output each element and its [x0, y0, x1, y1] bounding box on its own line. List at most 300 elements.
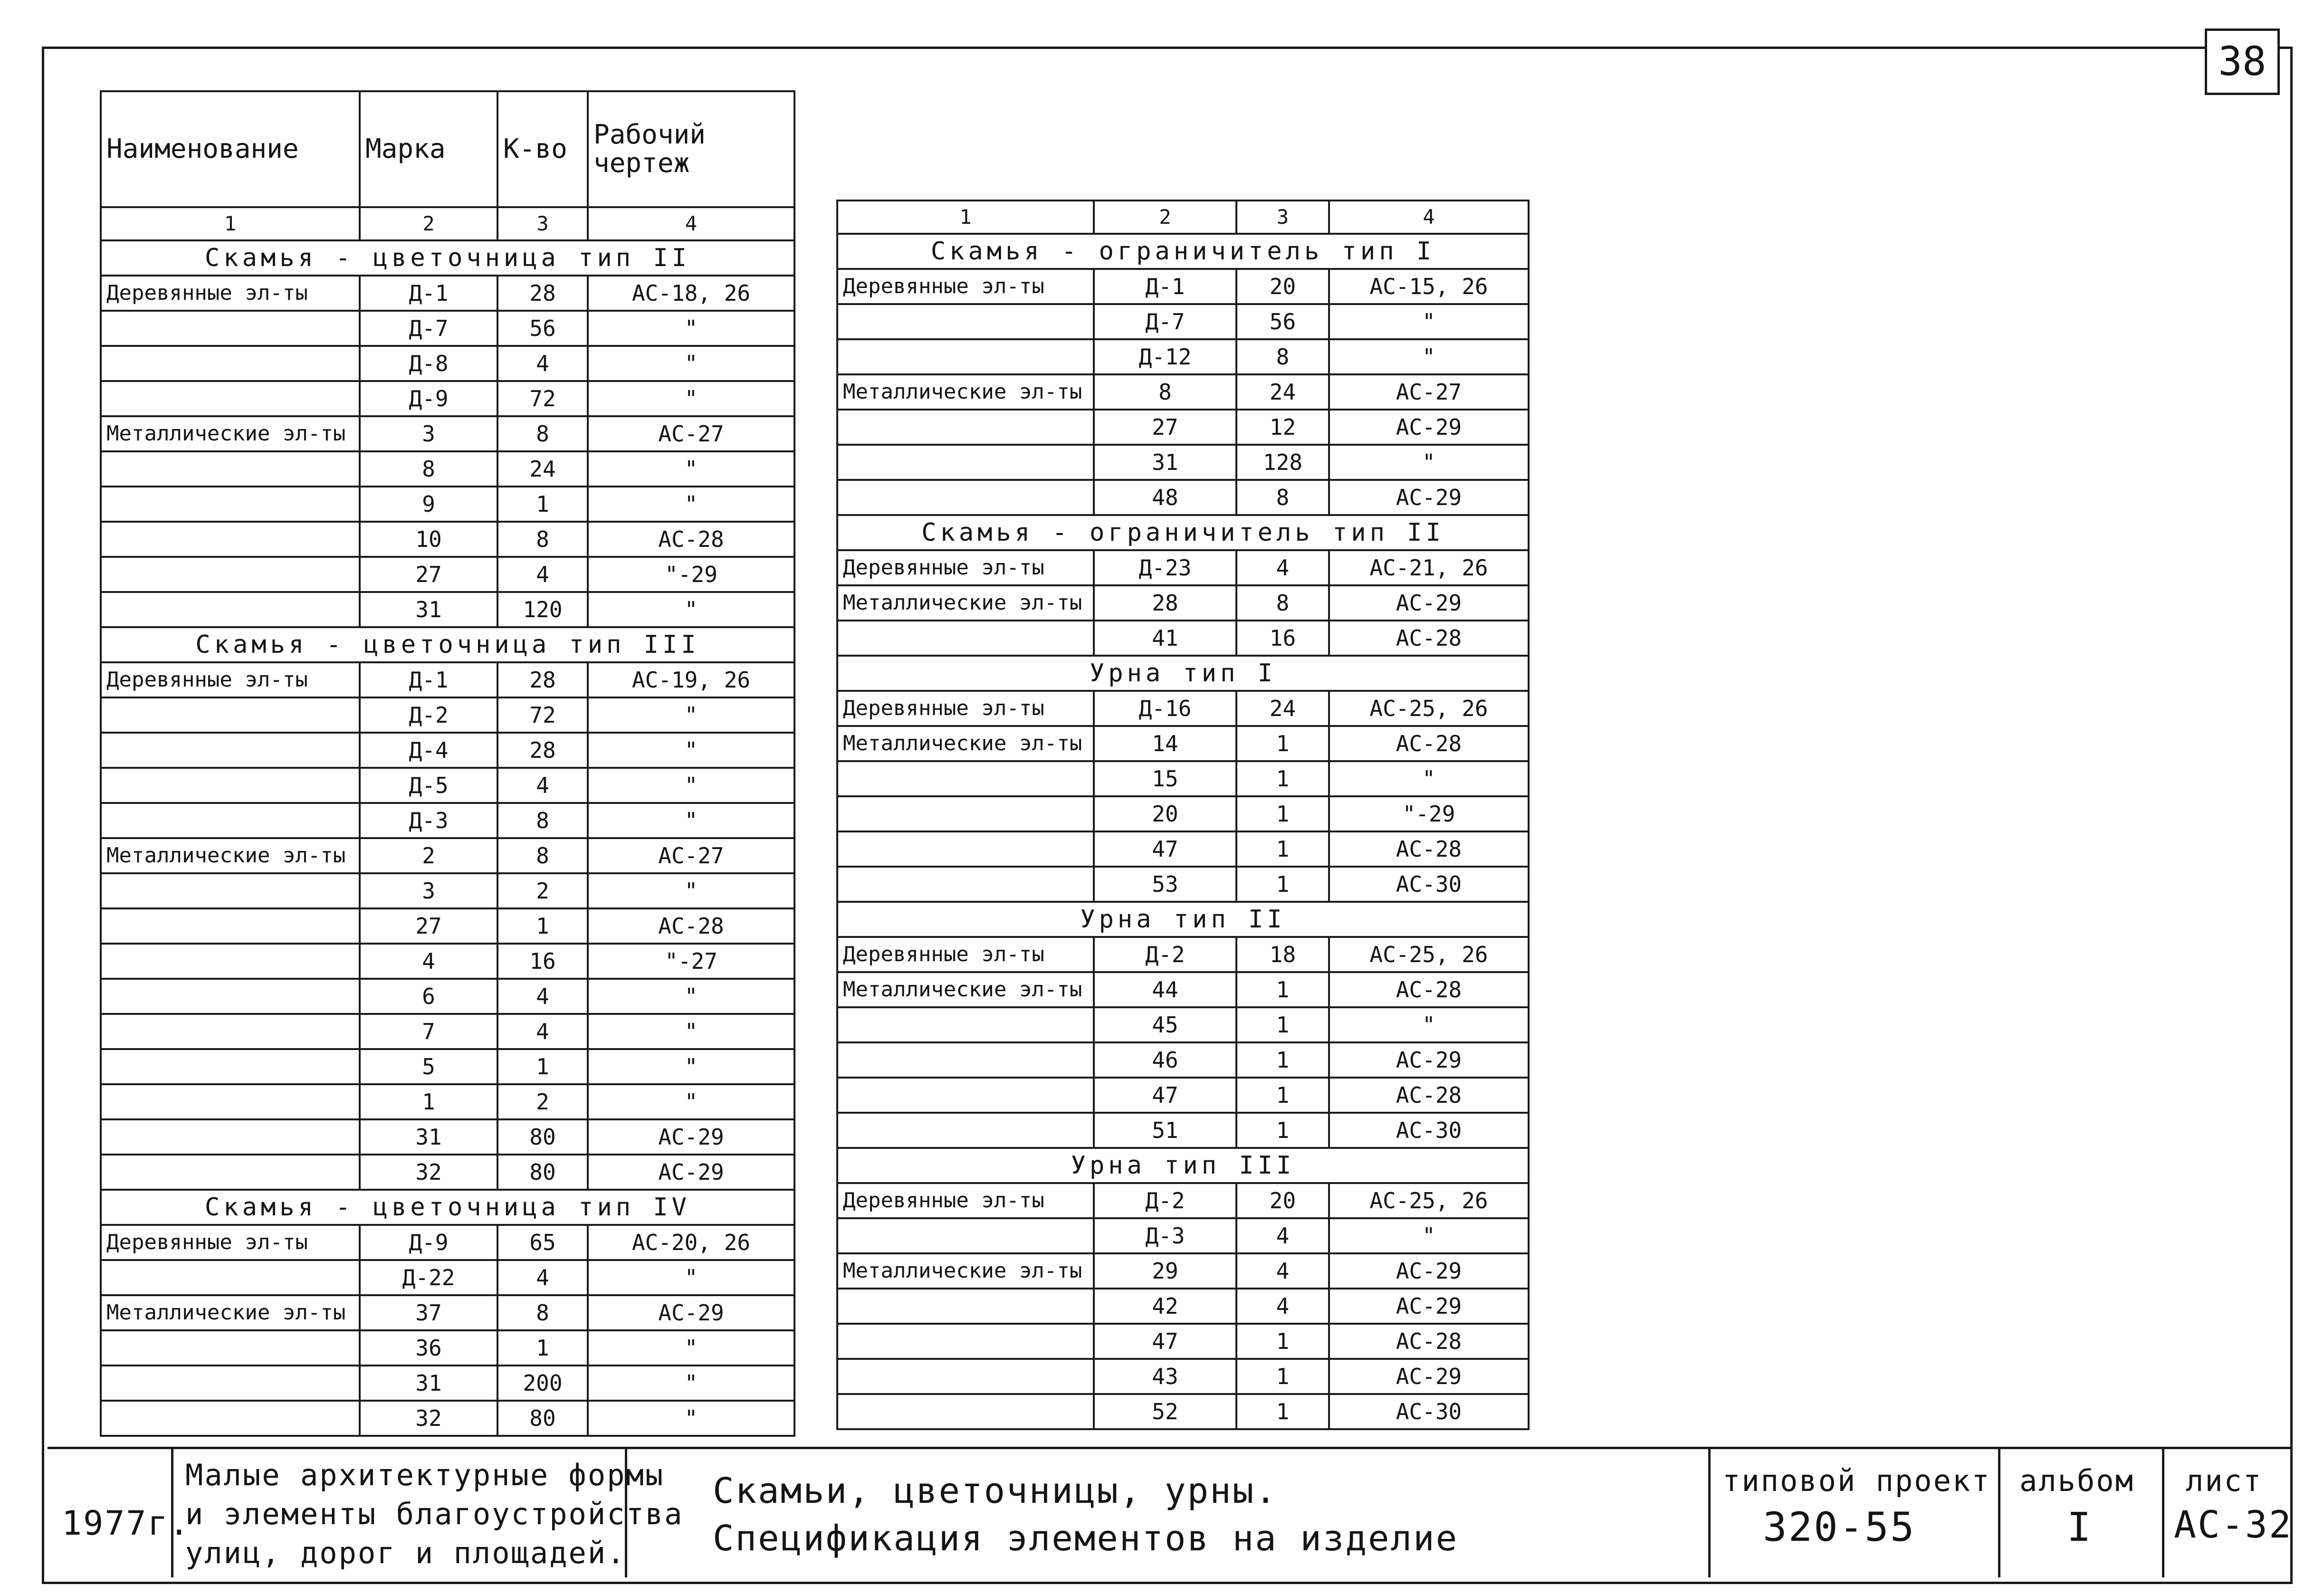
cell-qty: 1 [497, 1330, 588, 1366]
cell-name [101, 768, 360, 803]
cell-mark: 8 [360, 451, 497, 487]
cell-qty: 8 [497, 838, 588, 873]
cell-drawing: " [1329, 1007, 1529, 1042]
section-title: Скамья - цветочница тип II [101, 240, 794, 276]
cell-mark: 47 [1094, 831, 1236, 867]
cell-qty: 20 [1236, 269, 1329, 304]
cell-mark: 31 [1094, 445, 1236, 480]
cell-mark: Д-2 [1094, 937, 1236, 972]
cell-drawing: " [588, 311, 794, 346]
cell-qty: 18 [1236, 937, 1329, 972]
table-row [837, 339, 1529, 374]
colnum-4: 4 [1329, 201, 1529, 234]
cell-drawing: " [588, 1260, 794, 1295]
cell-qty: 1 [1236, 867, 1329, 902]
cell-mark: Д-7 [360, 311, 497, 346]
title-block-album-cell [2000, 1449, 2164, 1577]
cell-mark: Д-1 [360, 276, 497, 311]
cell-qty: 56 [497, 311, 588, 346]
title-block-org-cell [173, 1449, 684, 1577]
cell-drawing: АС-29 [588, 1119, 794, 1155]
cell-name [837, 1359, 1094, 1394]
header-row [101, 91, 794, 207]
table-row [101, 944, 794, 979]
cell-mark: 31 [360, 1119, 497, 1155]
header-qty: К-во [497, 91, 588, 207]
cell-drawing: АС-28 [1329, 1078, 1529, 1113]
cell-qty: 4 [497, 768, 588, 803]
cell-name [101, 873, 360, 908]
colnum-2: 2 [1094, 201, 1236, 234]
cell-qty: 1 [1236, 1324, 1329, 1359]
section-title-row [837, 902, 1529, 937]
cell-name [101, 908, 360, 944]
title-block-year-cell [48, 1449, 191, 1577]
section-title-row [837, 656, 1529, 691]
cell-mark: Д-7 [1094, 304, 1236, 339]
cell-name [837, 1394, 1094, 1429]
cell-name [101, 1155, 360, 1190]
cell-qty: 72 [497, 697, 588, 733]
cell-qty: 1 [1236, 1113, 1329, 1148]
table-row [101, 487, 794, 522]
cell-mark: Д-12 [1094, 339, 1236, 374]
cell-qty: 4 [1236, 1253, 1329, 1289]
cell-name: Металлические эл-ты [837, 1253, 1094, 1289]
cell-qty: 1 [1236, 1078, 1329, 1113]
table-row [837, 1324, 1529, 1359]
cell-mark: 3 [360, 873, 497, 908]
cell-name [837, 1078, 1094, 1113]
cell-name [101, 979, 360, 1014]
table-row [837, 304, 1529, 339]
cell-qty: 4 [497, 1014, 588, 1049]
cell-qty: 1 [1236, 726, 1329, 761]
cell-mark: Д-23 [1094, 550, 1236, 585]
cell-name [101, 944, 360, 979]
cell-drawing: АС-29 [1329, 1359, 1529, 1394]
title-block-sheet-cell [2164, 1449, 2293, 1577]
cell-drawing: " [588, 592, 794, 627]
cell-qty: 16 [497, 944, 588, 979]
colnum-4: 4 [588, 207, 794, 240]
cell-qty: 28 [497, 276, 588, 311]
cell-qty: 1 [1236, 831, 1329, 867]
table-row [101, 311, 794, 346]
cell-name: Металлические эл-ты [837, 374, 1094, 410]
org-line-3: улиц, дорог и площадей. [185, 1536, 626, 1570]
cell-qty: 12 [1236, 410, 1329, 445]
sheet-code: АС-32 [2174, 1504, 2293, 1547]
cell-qty: 4 [1236, 1218, 1329, 1253]
colnum-3: 3 [1236, 201, 1329, 234]
cell-drawing: АС-19, 26 [588, 662, 794, 697]
cell-name [837, 1113, 1094, 1148]
cell-qty: 1 [1236, 1007, 1329, 1042]
left-spec-table [100, 90, 795, 1437]
cell-name [101, 557, 360, 592]
cell-drawing: " [588, 1049, 794, 1084]
table-row [837, 1183, 1529, 1218]
cell-mark: 14 [1094, 726, 1236, 761]
table-row [837, 621, 1529, 656]
org-line-2: и элементы благоустройства [185, 1497, 684, 1531]
cell-qty: 28 [497, 662, 588, 697]
title-block [48, 1447, 2293, 1577]
cell-drawing: " [588, 1014, 794, 1049]
table-row [837, 1394, 1529, 1429]
sheet-number-box: 38 [2205, 29, 2280, 95]
cell-mark: 52 [1094, 1394, 1236, 1429]
cell-mark: Д-9 [360, 1225, 497, 1260]
table-row [837, 1289, 1529, 1324]
org-line-1: Малые архитектурные формы [185, 1458, 665, 1492]
table-row [101, 1295, 794, 1330]
cell-mark: Д-2 [360, 697, 497, 733]
cell-drawing: АС-28 [588, 908, 794, 944]
cell-name [837, 761, 1094, 796]
cell-drawing: " [588, 381, 794, 416]
section-title: Скамья - ограничитель тип II [837, 515, 1529, 550]
cell-qty: 1 [1236, 972, 1329, 1007]
cell-name [101, 1366, 360, 1401]
cell-qty: 4 [497, 346, 588, 381]
table-row [101, 1366, 794, 1401]
cell-qty: 4 [497, 979, 588, 1014]
table-row [101, 276, 794, 311]
table-row [837, 937, 1529, 972]
table-row [837, 1253, 1529, 1289]
cell-mark: 43 [1094, 1359, 1236, 1394]
cell-name [101, 1049, 360, 1084]
table-row [101, 1049, 794, 1084]
table-row [837, 831, 1529, 867]
cell-qty: 8 [497, 803, 588, 838]
cell-drawing: " [588, 873, 794, 908]
cell-qty: 80 [497, 1119, 588, 1155]
cell-mark: 47 [1094, 1078, 1236, 1113]
cell-mark: Д-3 [1094, 1218, 1236, 1253]
header-drawing: Рабочий чертеж [588, 91, 794, 207]
cell-qty: 16 [1236, 621, 1329, 656]
cell-drawing: АС-30 [1329, 1394, 1529, 1429]
cell-drawing: АС-18, 26 [588, 276, 794, 311]
cell-drawing: АС-28 [1329, 831, 1529, 867]
cell-mark: Д-4 [360, 733, 497, 768]
cell-name [837, 1007, 1094, 1042]
year: 1977г. [62, 1504, 191, 1543]
cell-mark: Д-1 [360, 662, 497, 697]
section-title-row [837, 1148, 1529, 1183]
cell-drawing: " [588, 487, 794, 522]
cell-drawing: АС-30 [1329, 1113, 1529, 1148]
table-row [101, 416, 794, 451]
cell-name [101, 1260, 360, 1295]
cell-name: Деревянные эл-ты [837, 691, 1094, 726]
cell-mark: 2 [360, 838, 497, 873]
cell-drawing: АС-28 [588, 522, 794, 557]
section-title: Скамья - ограничитель тип I [837, 234, 1529, 269]
cell-mark: Д-5 [360, 768, 497, 803]
cell-mark: 5 [360, 1049, 497, 1084]
table-row [837, 726, 1529, 761]
cell-name [101, 733, 360, 768]
cell-mark: 15 [1094, 761, 1236, 796]
cell-name [101, 697, 360, 733]
column-number-row [837, 201, 1529, 234]
cell-drawing: " [1329, 445, 1529, 480]
cell-name [837, 1324, 1094, 1359]
cell-qty: 20 [1236, 1183, 1329, 1218]
table-row [101, 1225, 794, 1260]
cell-mark: 27 [360, 557, 497, 592]
cell-drawing: " [1329, 1218, 1529, 1253]
cell-drawing: АС-29 [1329, 585, 1529, 621]
cell-mark: 36 [360, 1330, 497, 1366]
cell-qty: 2 [497, 873, 588, 908]
cell-drawing: АС-15, 26 [1329, 269, 1529, 304]
cell-drawing: " [588, 979, 794, 1014]
cell-drawing: " [588, 346, 794, 381]
cell-mark: 8 [1094, 374, 1236, 410]
table-row [837, 1359, 1529, 1394]
cell-drawing: АС-21, 26 [1329, 550, 1529, 585]
cell-drawing: "-29 [588, 557, 794, 592]
cell-drawing: АС-25, 26 [1329, 691, 1529, 726]
cell-drawing: АС-28 [1329, 621, 1529, 656]
section-title-row [837, 515, 1529, 550]
cell-name [101, 592, 360, 627]
table-row [101, 1014, 794, 1049]
cell-qty: 1 [1236, 1394, 1329, 1429]
table-row [101, 1155, 794, 1190]
table-row [837, 269, 1529, 304]
cell-name [837, 480, 1094, 515]
title-block-title-cell [627, 1449, 1711, 1577]
header-mark: Марка [360, 91, 497, 207]
section-title: Скамья - цветочница тип IV [101, 1190, 794, 1225]
table-row [837, 410, 1529, 445]
project-number: 320-55 [1763, 1504, 1916, 1550]
cell-mark: 42 [1094, 1289, 1236, 1324]
cell-mark: 44 [1094, 972, 1236, 1007]
table-row [101, 979, 794, 1014]
cell-name: Деревянные эл-ты [837, 937, 1094, 972]
cell-drawing: "-27 [588, 944, 794, 979]
cell-drawing: " [588, 803, 794, 838]
cell-name [101, 1084, 360, 1119]
cell-mark: 27 [1094, 410, 1236, 445]
cell-qty: 8 [497, 416, 588, 451]
cell-drawing: " [1329, 304, 1529, 339]
cell-name [837, 1042, 1094, 1078]
cell-qty: 120 [497, 592, 588, 627]
cell-mark: Д-16 [1094, 691, 1236, 726]
cell-mark: 27 [360, 908, 497, 944]
table-row [101, 346, 794, 381]
cell-name [837, 339, 1094, 374]
table-row [837, 374, 1529, 410]
colnum-2: 2 [360, 207, 497, 240]
cell-name [837, 1289, 1094, 1324]
table-row [837, 761, 1529, 796]
section-title-row [101, 240, 794, 276]
cell-qty: 8 [497, 1295, 588, 1330]
table-row [837, 585, 1529, 621]
cell-mark: 31 [360, 1366, 497, 1401]
project-label: типовой проект [1722, 1463, 1991, 1498]
cell-name: Металлические эл-ты [837, 726, 1094, 761]
cell-drawing: АС-28 [1329, 1324, 1529, 1359]
cell-qty: 4 [1236, 550, 1329, 585]
cell-drawing: АС-29 [1329, 1253, 1529, 1289]
table-row [837, 480, 1529, 515]
cell-name [837, 1218, 1094, 1253]
table-row [837, 1078, 1529, 1113]
section-title: Урна тип III [837, 1148, 1529, 1183]
cell-qty: 128 [1236, 445, 1329, 480]
cell-name: Деревянные эл-ты [101, 1225, 360, 1260]
table-row [837, 1113, 1529, 1148]
table-row [101, 451, 794, 487]
cell-name: Деревянные эл-ты [101, 276, 360, 311]
cell-name [101, 311, 360, 346]
cell-mark: Д-3 [360, 803, 497, 838]
cell-drawing: АС-25, 26 [1329, 937, 1529, 972]
section-title: Урна тип I [837, 656, 1529, 691]
section-title-row [101, 627, 794, 662]
cell-name [837, 867, 1094, 902]
table-row [101, 1401, 794, 1436]
table-row [101, 873, 794, 908]
cell-name [837, 410, 1094, 445]
cell-name [837, 831, 1094, 867]
cell-drawing: АС-28 [1329, 972, 1529, 1007]
cell-name: Металлические эл-ты [101, 416, 360, 451]
right-spec-table [836, 200, 1530, 1430]
table-row [837, 972, 1529, 1007]
table-row [101, 1084, 794, 1119]
table-row [837, 445, 1529, 480]
cell-qty: 8 [1236, 339, 1329, 374]
sheet-label: лист [2186, 1463, 2263, 1498]
cell-qty: 1 [497, 908, 588, 944]
cell-mark: 4 [360, 944, 497, 979]
cell-drawing: АС-20, 26 [588, 1225, 794, 1260]
cell-mark: 10 [360, 522, 497, 557]
cell-name [101, 1401, 360, 1436]
section-title: Скамья - цветочница тип III [101, 627, 794, 662]
cell-name [101, 522, 360, 557]
cell-name [837, 621, 1094, 656]
cell-qty: 1 [1236, 796, 1329, 831]
cell-drawing: АС-29 [1329, 1042, 1529, 1078]
cell-name [101, 451, 360, 487]
title-line-2: Спецификация элементов на изделие [713, 1518, 1459, 1559]
cell-drawing: АС-29 [1329, 480, 1529, 515]
cell-mark: 29 [1094, 1253, 1236, 1289]
section-title-row [837, 234, 1529, 269]
cell-name [837, 796, 1094, 831]
cell-qty: 1 [1236, 761, 1329, 796]
cell-mark: 53 [1094, 867, 1236, 902]
cell-mark: 31 [360, 592, 497, 627]
cell-qty: 80 [497, 1155, 588, 1190]
cell-name [837, 304, 1094, 339]
header-name: Наименование [101, 91, 360, 207]
table-row [101, 662, 794, 697]
cell-drawing: "-29 [1329, 796, 1529, 831]
cell-drawing: " [588, 768, 794, 803]
table-row [101, 768, 794, 803]
cell-drawing: АС-25, 26 [1329, 1183, 1529, 1218]
cell-drawing: " [588, 1330, 794, 1366]
cell-qty: 24 [1236, 374, 1329, 410]
cell-mark: Д-1 [1094, 269, 1236, 304]
table-row [837, 867, 1529, 902]
cell-mark: Д-9 [360, 381, 497, 416]
table-row [101, 1260, 794, 1295]
cell-drawing: АС-27 [588, 838, 794, 873]
cell-qty: 1 [497, 1049, 588, 1084]
cell-qty: 24 [497, 451, 588, 487]
cell-qty: 56 [1236, 304, 1329, 339]
cell-qty: 8 [1236, 585, 1329, 621]
cell-drawing: " [588, 697, 794, 733]
cell-qty: 24 [1236, 691, 1329, 726]
cell-qty: 72 [497, 381, 588, 416]
cell-drawing: " [588, 1366, 794, 1401]
cell-name: Деревянные эл-ты [101, 662, 360, 697]
cell-qty: 1 [1236, 1042, 1329, 1078]
cell-name [101, 487, 360, 522]
colnum-1: 1 [837, 201, 1094, 234]
cell-mark: 48 [1094, 480, 1236, 515]
table-row [101, 838, 794, 873]
table-row [101, 1330, 794, 1366]
cell-mark: 3 [360, 416, 497, 451]
title-block-project-cell [1711, 1449, 2000, 1577]
table-row [101, 908, 794, 944]
table-row [837, 796, 1529, 831]
cell-drawing: АС-30 [1329, 867, 1529, 902]
cell-drawing: АС-28 [1329, 726, 1529, 761]
cell-mark: 37 [360, 1295, 497, 1330]
cell-mark: 20 [1094, 796, 1236, 831]
table-row [837, 1042, 1529, 1078]
cell-mark: Д-2 [1094, 1183, 1236, 1218]
cell-drawing: АС-29 [588, 1155, 794, 1190]
cell-drawing: " [588, 1401, 794, 1436]
cell-drawing: АС-27 [1329, 374, 1529, 410]
cell-qty: 200 [497, 1366, 588, 1401]
cell-qty: 1 [1236, 1359, 1329, 1394]
cell-drawing: " [588, 1084, 794, 1119]
table-row [101, 557, 794, 592]
cell-name [101, 346, 360, 381]
cell-mark: 32 [360, 1155, 497, 1190]
colnum-3: 3 [497, 207, 588, 240]
cell-name: Металлические эл-ты [837, 585, 1094, 621]
cell-drawing: АС-27 [588, 416, 794, 451]
cell-qty: 2 [497, 1084, 588, 1119]
cell-name: Металлические эл-ты [101, 838, 360, 873]
cell-mark: 9 [360, 487, 497, 522]
cell-qty: 8 [497, 522, 588, 557]
table-row [837, 1218, 1529, 1253]
table-row [101, 522, 794, 557]
section-title: Урна тип II [837, 902, 1529, 937]
